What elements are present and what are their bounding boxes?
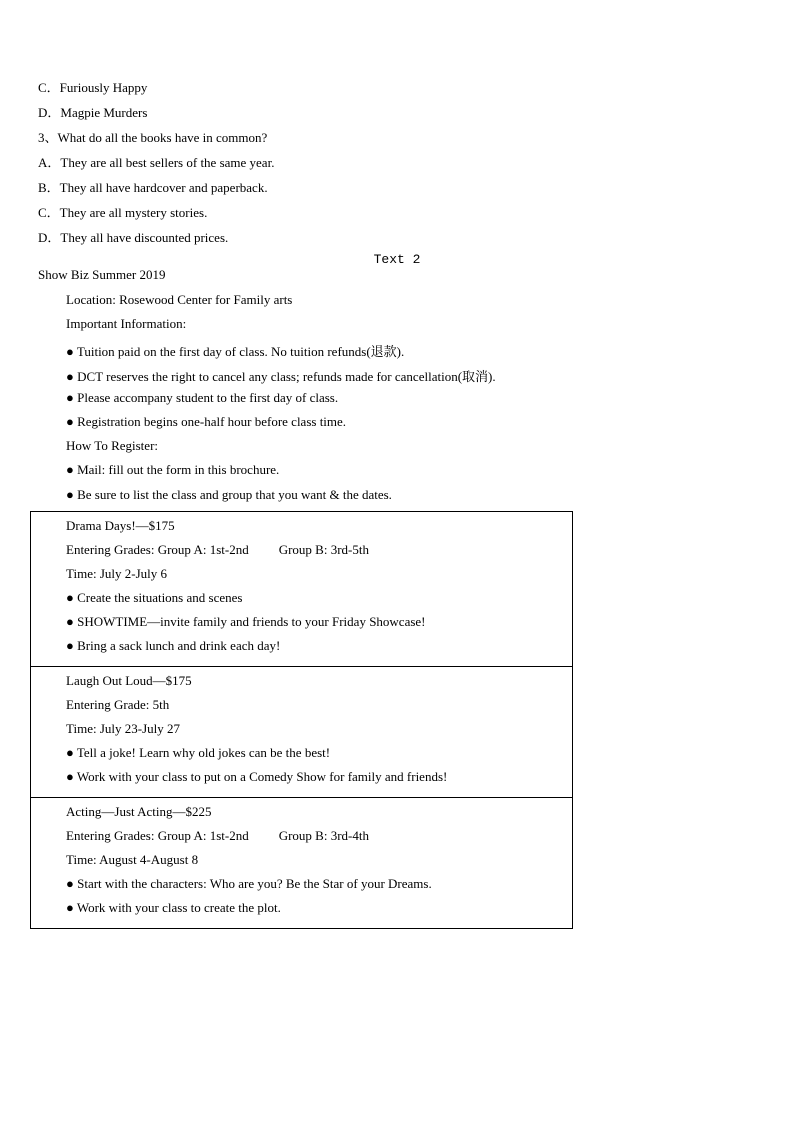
table-row — [31, 667, 573, 798]
class-cell-drama-days — [31, 512, 573, 667]
q3-option-b — [38, 177, 268, 196]
important-item: ● Please accompany student to the first day of class. — [66, 390, 339, 405]
option-letter: D． — [38, 105, 61, 120]
text2-heading: Text 2 — [373, 252, 421, 267]
q3-option-c — [38, 202, 207, 221]
option-letter: A． — [38, 155, 61, 170]
option-text: They all have hardcover and paperback. — [59, 180, 268, 195]
option-letter: C． — [38, 80, 60, 95]
register-item: ● Be sure to list the class and group that you want & the dates. — [66, 487, 392, 502]
option-text: They are all best sellers of the same year. — [60, 155, 275, 170]
option-text: They all have discounted prices. — [60, 230, 229, 245]
grades-group-a: Entering Grades: Group A: 1st-2nd — [66, 542, 249, 557]
grades-group-a: Entering Grades: Group A: 1st-2nd — [66, 828, 249, 843]
table-row — [31, 798, 573, 929]
class-title: Laugh Out Loud—$175 — [66, 673, 192, 688]
class-time: Time: July 23-July 27 — [66, 721, 181, 736]
q3-option-a — [38, 152, 274, 171]
class-bullet: ● Work with your class to put on a Comedy Show for family and friends! — [66, 769, 448, 784]
how-to-register-label: How To Register: — [66, 438, 159, 453]
register-item: ● Mail: fill out the form in this brochure. — [66, 462, 280, 477]
classes-table — [30, 511, 573, 929]
option-text: Furiously Happy — [59, 80, 148, 95]
option-c-prev — [38, 77, 147, 96]
option-text: Magpie Murders — [60, 105, 148, 120]
class-bullet: ● Work with your class to create the plot. — [66, 900, 281, 915]
option-d-prev — [38, 102, 147, 121]
class-title: Acting—Just Acting—$225 — [66, 804, 212, 819]
class-cell-acting — [31, 798, 573, 929]
class-bullet: ● Bring a sack lunch and drink each day! — [66, 638, 281, 653]
option-text: They are all mystery stories. — [59, 205, 208, 220]
grades-group-b: Group B: 3rd-5th — [278, 542, 369, 557]
option-letter: D． — [38, 230, 61, 245]
location-line: Location: Rosewood Center for Family arts — [66, 292, 293, 307]
class-grades — [66, 542, 369, 558]
grades-group-b: Group B: 3rd-4th — [278, 828, 369, 843]
text2-title: Show Biz Summer 2019 — [38, 267, 166, 282]
class-bullet: ● Start with the characters: Who are you? Be the Star of your Dreams. — [66, 876, 432, 891]
important-item: ● Tuition paid on the first day of class. No tuition refunds(退款). — [66, 344, 405, 359]
important-item: ● DCT reserves the right to cancel any class; refunds made for cancellation(取消). — [66, 369, 496, 384]
option-letter: B． — [38, 180, 60, 195]
class-grades: Entering Grade: 5th — [66, 697, 170, 712]
class-bullet: ● Create the situations and scenes — [66, 590, 243, 605]
class-cell-laugh-out-loud — [31, 667, 573, 798]
important-info-label: Important Information: — [66, 316, 187, 331]
class-bullet: ● Tell a joke! Learn why old jokes can be the best! — [66, 745, 331, 760]
question-3-stem: 3、What do all the books have in common? — [38, 130, 268, 145]
class-grades — [66, 828, 369, 844]
important-item: ● Registration begins one-half hour before class time. — [66, 414, 347, 429]
table-row — [31, 512, 573, 667]
class-time: Time: July 2-July 6 — [66, 566, 168, 581]
option-letter: C． — [38, 205, 60, 220]
class-title: Drama Days!—$175 — [66, 518, 175, 533]
class-time: Time: August 4-August 8 — [66, 852, 199, 867]
class-bullet: ● SHOWTIME—invite family and friends to your Friday Showcase! — [66, 614, 426, 629]
q3-option-d — [38, 227, 228, 246]
